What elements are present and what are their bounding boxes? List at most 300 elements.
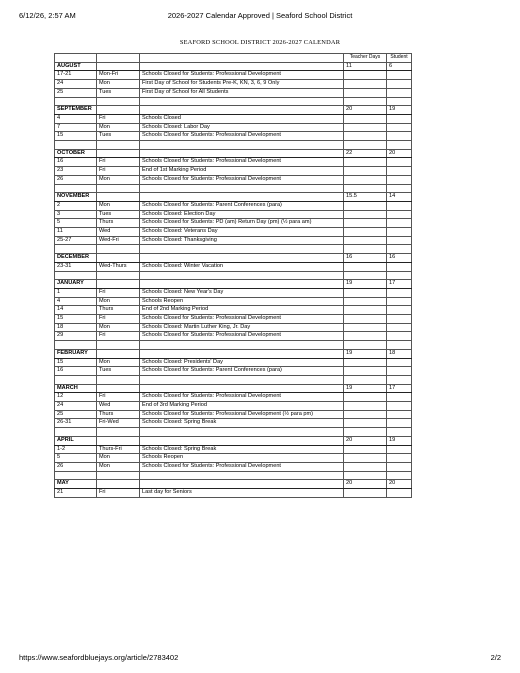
event-day: Thurs <box>97 219 140 228</box>
blank-cell <box>97 375 140 384</box>
blank-cell <box>140 97 344 106</box>
month-name: NOVEMBER <box>55 193 97 202</box>
blank-cell <box>344 358 387 367</box>
blank-cell <box>140 254 344 263</box>
event-description: Schools Closed for Students: Professional Development <box>140 71 344 80</box>
blank-cell <box>387 201 412 210</box>
event-description: Schools Closed: Winter Vacation <box>140 262 344 271</box>
event-description: Schools Reopen <box>140 454 344 463</box>
blank-cell <box>55 341 97 350</box>
blank-cell <box>344 236 387 245</box>
blank-cell <box>344 288 387 297</box>
event-description: End of 3rd Marking Period <box>140 402 344 411</box>
event-date: 5 <box>55 219 97 228</box>
blank-cell <box>140 193 344 202</box>
spacer-row <box>55 428 412 437</box>
blank-cell <box>97 480 140 489</box>
student-days-value: 16 <box>387 254 412 263</box>
blank-cell <box>387 297 412 306</box>
event-description: End of 1st Marking Period <box>140 167 344 176</box>
event-description: Schools Closed: Martin Luther King, Jr. Day <box>140 323 344 332</box>
event-description: Schools Closed: Labor Day <box>140 123 344 132</box>
blank-cell <box>387 306 412 315</box>
blank-cell <box>387 445 412 454</box>
blank-cell <box>344 323 387 332</box>
blank-cell <box>97 141 140 150</box>
blank-cell <box>55 97 97 106</box>
table-row <box>55 210 412 219</box>
blank-cell <box>344 114 387 123</box>
event-day: Tues <box>97 210 140 219</box>
student-days-value: 17 <box>387 384 412 393</box>
event-day: Mon <box>97 358 140 367</box>
event-description: Schools Closed for Students: Parent Conferences (para) <box>140 201 344 210</box>
blank-cell <box>55 141 97 150</box>
month-row <box>55 149 412 158</box>
blank-cell <box>55 245 97 254</box>
print-header <box>19 11 501 21</box>
event-description: Schools Closed <box>140 114 344 123</box>
blank-cell <box>344 367 387 376</box>
month-row <box>55 480 412 489</box>
event-date: 26 <box>55 175 97 184</box>
event-day: Thurs <box>97 410 140 419</box>
event-date: 26 <box>55 462 97 471</box>
event-date: 25-27 <box>55 236 97 245</box>
month-row <box>55 106 412 115</box>
event-day: Mon <box>97 123 140 132</box>
event-day: Mon <box>97 323 140 332</box>
blank-cell <box>344 167 387 176</box>
blank-cell <box>387 210 412 219</box>
blank-cell <box>344 158 387 167</box>
blank-cell <box>344 306 387 315</box>
spacer-row <box>55 341 412 350</box>
event-description: Schools Closed for Students: Professional Development (½ para pm) <box>140 410 344 419</box>
blank-cell <box>97 193 140 202</box>
event-date: 16 <box>55 158 97 167</box>
month-name: SEPTEMBER <box>55 106 97 115</box>
header-blank-cell <box>55 54 97 63</box>
event-day: Wed <box>97 228 140 237</box>
event-date: 23 <box>55 167 97 176</box>
event-date: 5 <box>55 454 97 463</box>
event-day: Fri <box>97 393 140 402</box>
teacher-days-value: 22 <box>344 149 387 158</box>
print-page-title: 2026-2027 Calendar Approved | Seaford School District <box>167 11 353 20</box>
blank-cell <box>344 375 387 384</box>
month-name: MAY <box>55 480 97 489</box>
event-description: Schools Closed for Students: Professional Development <box>140 393 344 402</box>
blank-cell <box>344 123 387 132</box>
blank-cell <box>97 436 140 445</box>
blank-cell <box>344 332 387 341</box>
table-row <box>55 445 412 454</box>
blank-cell <box>97 341 140 350</box>
blank-cell <box>55 428 97 437</box>
event-date: 14 <box>55 306 97 315</box>
spacer-row <box>55 471 412 480</box>
event-description: Schools Closed for Students: Parent Conferences (para) <box>140 367 344 376</box>
teacher-days-value: 19 <box>344 280 387 289</box>
document-title: SEAFORD SCHOOL DISTRICT 2026-2027 CALENDAR <box>179 39 341 46</box>
event-date: 4 <box>55 297 97 306</box>
blank-cell <box>387 288 412 297</box>
blank-cell <box>387 114 412 123</box>
event-description: Schools Closed: Spring Break <box>140 419 344 428</box>
table-row <box>55 454 412 463</box>
teacher-days-value: 20 <box>344 480 387 489</box>
blank-cell <box>344 71 387 80</box>
blank-cell <box>387 462 412 471</box>
student-days-value: 19 <box>387 106 412 115</box>
blank-cell <box>140 349 344 358</box>
table-row <box>55 80 412 89</box>
blank-cell <box>387 341 412 350</box>
event-date: 4 <box>55 114 97 123</box>
event-description: First Day of School for Students Pre-K, KN, 3, 6, 9 Only <box>140 80 344 89</box>
blank-cell <box>140 384 344 393</box>
table-row <box>55 288 412 297</box>
blank-cell <box>140 141 344 150</box>
blank-cell <box>97 280 140 289</box>
blank-cell <box>140 480 344 489</box>
event-day: Wed-Fri <box>97 236 140 245</box>
blank-cell <box>387 428 412 437</box>
blank-cell <box>387 323 412 332</box>
event-day: Mon <box>97 201 140 210</box>
blank-cell <box>344 271 387 280</box>
table-row <box>55 236 412 245</box>
print-url: https://www.seafordbluejays.org/article/2783402 <box>19 653 179 662</box>
event-date: 1-2 <box>55 445 97 454</box>
student-days-value: 6 <box>387 62 412 71</box>
spacer-row <box>55 97 412 106</box>
blank-cell <box>140 471 344 480</box>
blank-cell <box>97 149 140 158</box>
month-name: FEBRUARY <box>55 349 97 358</box>
event-description: Schools Closed for Students: PD (am) Return Day (pm) (½ para am) <box>140 219 344 228</box>
calendar-body <box>55 54 412 498</box>
event-day: Thurs-Fri <box>97 445 140 454</box>
event-day: Tues <box>97 88 140 97</box>
teacher-days-value: 20 <box>344 106 387 115</box>
event-day: Fri <box>97 158 140 167</box>
blank-cell <box>97 271 140 280</box>
blank-cell <box>97 62 140 71</box>
event-description: Schools Closed: New Year's Day <box>140 288 344 297</box>
table-row <box>55 402 412 411</box>
blank-cell <box>387 271 412 280</box>
blank-cell <box>387 71 412 80</box>
blank-cell <box>140 106 344 115</box>
blank-cell <box>387 375 412 384</box>
blank-cell <box>344 428 387 437</box>
blank-cell <box>344 132 387 141</box>
blank-cell <box>140 428 344 437</box>
month-row <box>55 280 412 289</box>
blank-cell <box>387 489 412 498</box>
student-days-value: 14 <box>387 193 412 202</box>
blank-cell <box>140 184 344 193</box>
table-row <box>55 489 412 498</box>
month-row <box>55 254 412 263</box>
event-day: Fri-Wed <box>97 419 140 428</box>
event-description: Schools Closed: Spring Break <box>140 445 344 454</box>
teacher-days-value: 20 <box>344 436 387 445</box>
print-datetime: 6/12/26, 2:57 AM <box>19 11 76 20</box>
blank-cell <box>387 358 412 367</box>
event-description: Schools Closed for Students: Professional Development <box>140 175 344 184</box>
event-day: Mon <box>97 297 140 306</box>
event-day: Wed <box>97 402 140 411</box>
blank-cell <box>387 80 412 89</box>
month-name: MARCH <box>55 384 97 393</box>
blank-cell <box>387 219 412 228</box>
print-page-number: 2/2 <box>490 653 501 662</box>
blank-cell <box>344 393 387 402</box>
table-row <box>55 323 412 332</box>
blank-cell <box>344 262 387 271</box>
calendar-table <box>54 53 412 498</box>
blank-cell <box>55 184 97 193</box>
table-row <box>55 367 412 376</box>
blank-cell <box>140 245 344 254</box>
table-row <box>55 219 412 228</box>
event-description: Schools Closed for Students: Professional Development <box>140 332 344 341</box>
table-row <box>55 462 412 471</box>
table-row <box>55 410 412 419</box>
event-date: 16 <box>55 367 97 376</box>
blank-cell <box>140 436 344 445</box>
month-row <box>55 436 412 445</box>
event-date: 25 <box>55 410 97 419</box>
blank-cell <box>387 175 412 184</box>
event-description: Schools Closed for Students: Professional Development <box>140 158 344 167</box>
table-row <box>55 228 412 237</box>
print-footer <box>19 653 501 663</box>
blank-cell <box>97 384 140 393</box>
blank-cell <box>140 62 344 71</box>
blank-cell <box>344 141 387 150</box>
month-name: OCTOBER <box>55 149 97 158</box>
blank-cell <box>344 219 387 228</box>
spacer-row <box>55 184 412 193</box>
blank-cell <box>344 445 387 454</box>
month-row <box>55 62 412 71</box>
blank-cell <box>140 375 344 384</box>
blank-cell <box>387 123 412 132</box>
event-day: Fri <box>97 489 140 498</box>
blank-cell <box>97 349 140 358</box>
table-row <box>55 419 412 428</box>
table-row <box>55 332 412 341</box>
blank-cell <box>387 158 412 167</box>
event-day: Wed-Thurs <box>97 262 140 271</box>
event-date: 7 <box>55 123 97 132</box>
event-date: 23-31 <box>55 262 97 271</box>
blank-cell <box>387 454 412 463</box>
blank-cell <box>97 106 140 115</box>
event-day: Tues <box>97 132 140 141</box>
table-row <box>55 297 412 306</box>
blank-cell <box>97 254 140 263</box>
event-description: First Day of School for All Students <box>140 88 344 97</box>
student-days-value: 18 <box>387 349 412 358</box>
teacher-days-value: 15.5 <box>344 193 387 202</box>
event-description: Schools Closed: Veterans Day <box>140 228 344 237</box>
table-row <box>55 123 412 132</box>
blank-cell <box>344 88 387 97</box>
blank-cell <box>344 341 387 350</box>
blank-cell <box>344 471 387 480</box>
student-days-value: 20 <box>387 149 412 158</box>
blank-cell <box>55 471 97 480</box>
blank-cell <box>344 245 387 254</box>
blank-cell <box>140 341 344 350</box>
event-description: Schools Closed: Election Day <box>140 210 344 219</box>
blank-cell <box>140 271 344 280</box>
event-date: 26-31 <box>55 419 97 428</box>
blank-cell <box>387 402 412 411</box>
table-row <box>55 262 412 271</box>
event-description: Schools Closed for Students: Professional Development <box>140 462 344 471</box>
spacer-row <box>55 141 412 150</box>
event-date: 12 <box>55 393 97 402</box>
table-row <box>55 88 412 97</box>
blank-cell <box>344 97 387 106</box>
event-date: 2 <box>55 201 97 210</box>
header-blank-cell <box>97 54 140 63</box>
event-day: Fri <box>97 332 140 341</box>
month-name: DECEMBER <box>55 254 97 263</box>
event-day: Fri <box>97 114 140 123</box>
blank-cell <box>387 245 412 254</box>
blank-cell <box>344 462 387 471</box>
event-day: Mon-Fri <box>97 71 140 80</box>
event-day: Fri <box>97 288 140 297</box>
blank-cell <box>387 419 412 428</box>
table-row <box>55 71 412 80</box>
table-row <box>55 306 412 315</box>
teacher-days-value: 19 <box>344 384 387 393</box>
blank-cell <box>344 419 387 428</box>
table-row <box>55 167 412 176</box>
blank-cell <box>387 393 412 402</box>
blank-cell <box>387 184 412 193</box>
blank-cell <box>344 80 387 89</box>
blank-cell <box>387 97 412 106</box>
event-date: 15 <box>55 132 97 141</box>
spacer-row <box>55 271 412 280</box>
event-date: 15 <box>55 315 97 324</box>
student-days-value: 19 <box>387 436 412 445</box>
blank-cell <box>97 471 140 480</box>
blank-cell <box>344 410 387 419</box>
month-name: AUGUST <box>55 62 97 71</box>
blank-cell <box>344 454 387 463</box>
blank-cell <box>387 236 412 245</box>
event-description: Schools Closed for Students: Professional Development <box>140 132 344 141</box>
column-header-row <box>55 54 412 63</box>
event-date: 3 <box>55 210 97 219</box>
student-days-value: 20 <box>387 480 412 489</box>
header-blank-cell <box>140 54 344 63</box>
table-row <box>55 175 412 184</box>
blank-cell <box>387 262 412 271</box>
teacher-days-value: 19 <box>344 349 387 358</box>
student-days-value: 17 <box>387 280 412 289</box>
event-date: 11 <box>55 228 97 237</box>
event-date: 25 <box>55 88 97 97</box>
table-row <box>55 158 412 167</box>
table-row <box>55 393 412 402</box>
blank-cell <box>97 428 140 437</box>
event-description: Schools Closed: Thanksgiving <box>140 236 344 245</box>
month-row <box>55 349 412 358</box>
blank-cell <box>97 184 140 193</box>
month-name: APRIL <box>55 436 97 445</box>
event-date: 17-21 <box>55 71 97 80</box>
blank-cell <box>140 280 344 289</box>
event-description: End of 2nd Marking Period <box>140 306 344 315</box>
blank-cell <box>387 367 412 376</box>
blank-cell <box>387 228 412 237</box>
spacer-row <box>55 245 412 254</box>
table-row <box>55 315 412 324</box>
column-header-teacher-days: Teacher Days <box>344 54 387 63</box>
blank-cell <box>140 149 344 158</box>
blank-cell <box>387 410 412 419</box>
blank-cell <box>387 88 412 97</box>
event-day: Mon <box>97 462 140 471</box>
blank-cell <box>344 315 387 324</box>
event-description: Schools Closed for Students: Professional Development <box>140 315 344 324</box>
event-day: Tues <box>97 367 140 376</box>
event-date: 21 <box>55 489 97 498</box>
event-date: 24 <box>55 402 97 411</box>
blank-cell <box>387 315 412 324</box>
blank-cell <box>97 245 140 254</box>
blank-cell <box>97 97 140 106</box>
blank-cell <box>387 471 412 480</box>
spacer-row <box>55 375 412 384</box>
table-row <box>55 132 412 141</box>
blank-cell <box>344 489 387 498</box>
blank-cell <box>55 271 97 280</box>
event-date: 1 <box>55 288 97 297</box>
blank-cell <box>387 132 412 141</box>
month-row <box>55 384 412 393</box>
month-name: JANUARY <box>55 280 97 289</box>
blank-cell <box>344 184 387 193</box>
blank-cell <box>344 210 387 219</box>
blank-cell <box>344 228 387 237</box>
blank-cell <box>387 332 412 341</box>
event-description: Schools Closed: Presidents' Day <box>140 358 344 367</box>
table-row <box>55 358 412 367</box>
event-date: 24 <box>55 80 97 89</box>
event-day: Thurs <box>97 306 140 315</box>
teacher-days-value: 16 <box>344 254 387 263</box>
event-day: Fri <box>97 315 140 324</box>
event-date: 15 <box>55 358 97 367</box>
event-day: Mon <box>97 175 140 184</box>
event-description: Schools Reopen <box>140 297 344 306</box>
event-date: 29 <box>55 332 97 341</box>
event-date: 18 <box>55 323 97 332</box>
blank-cell <box>55 375 97 384</box>
